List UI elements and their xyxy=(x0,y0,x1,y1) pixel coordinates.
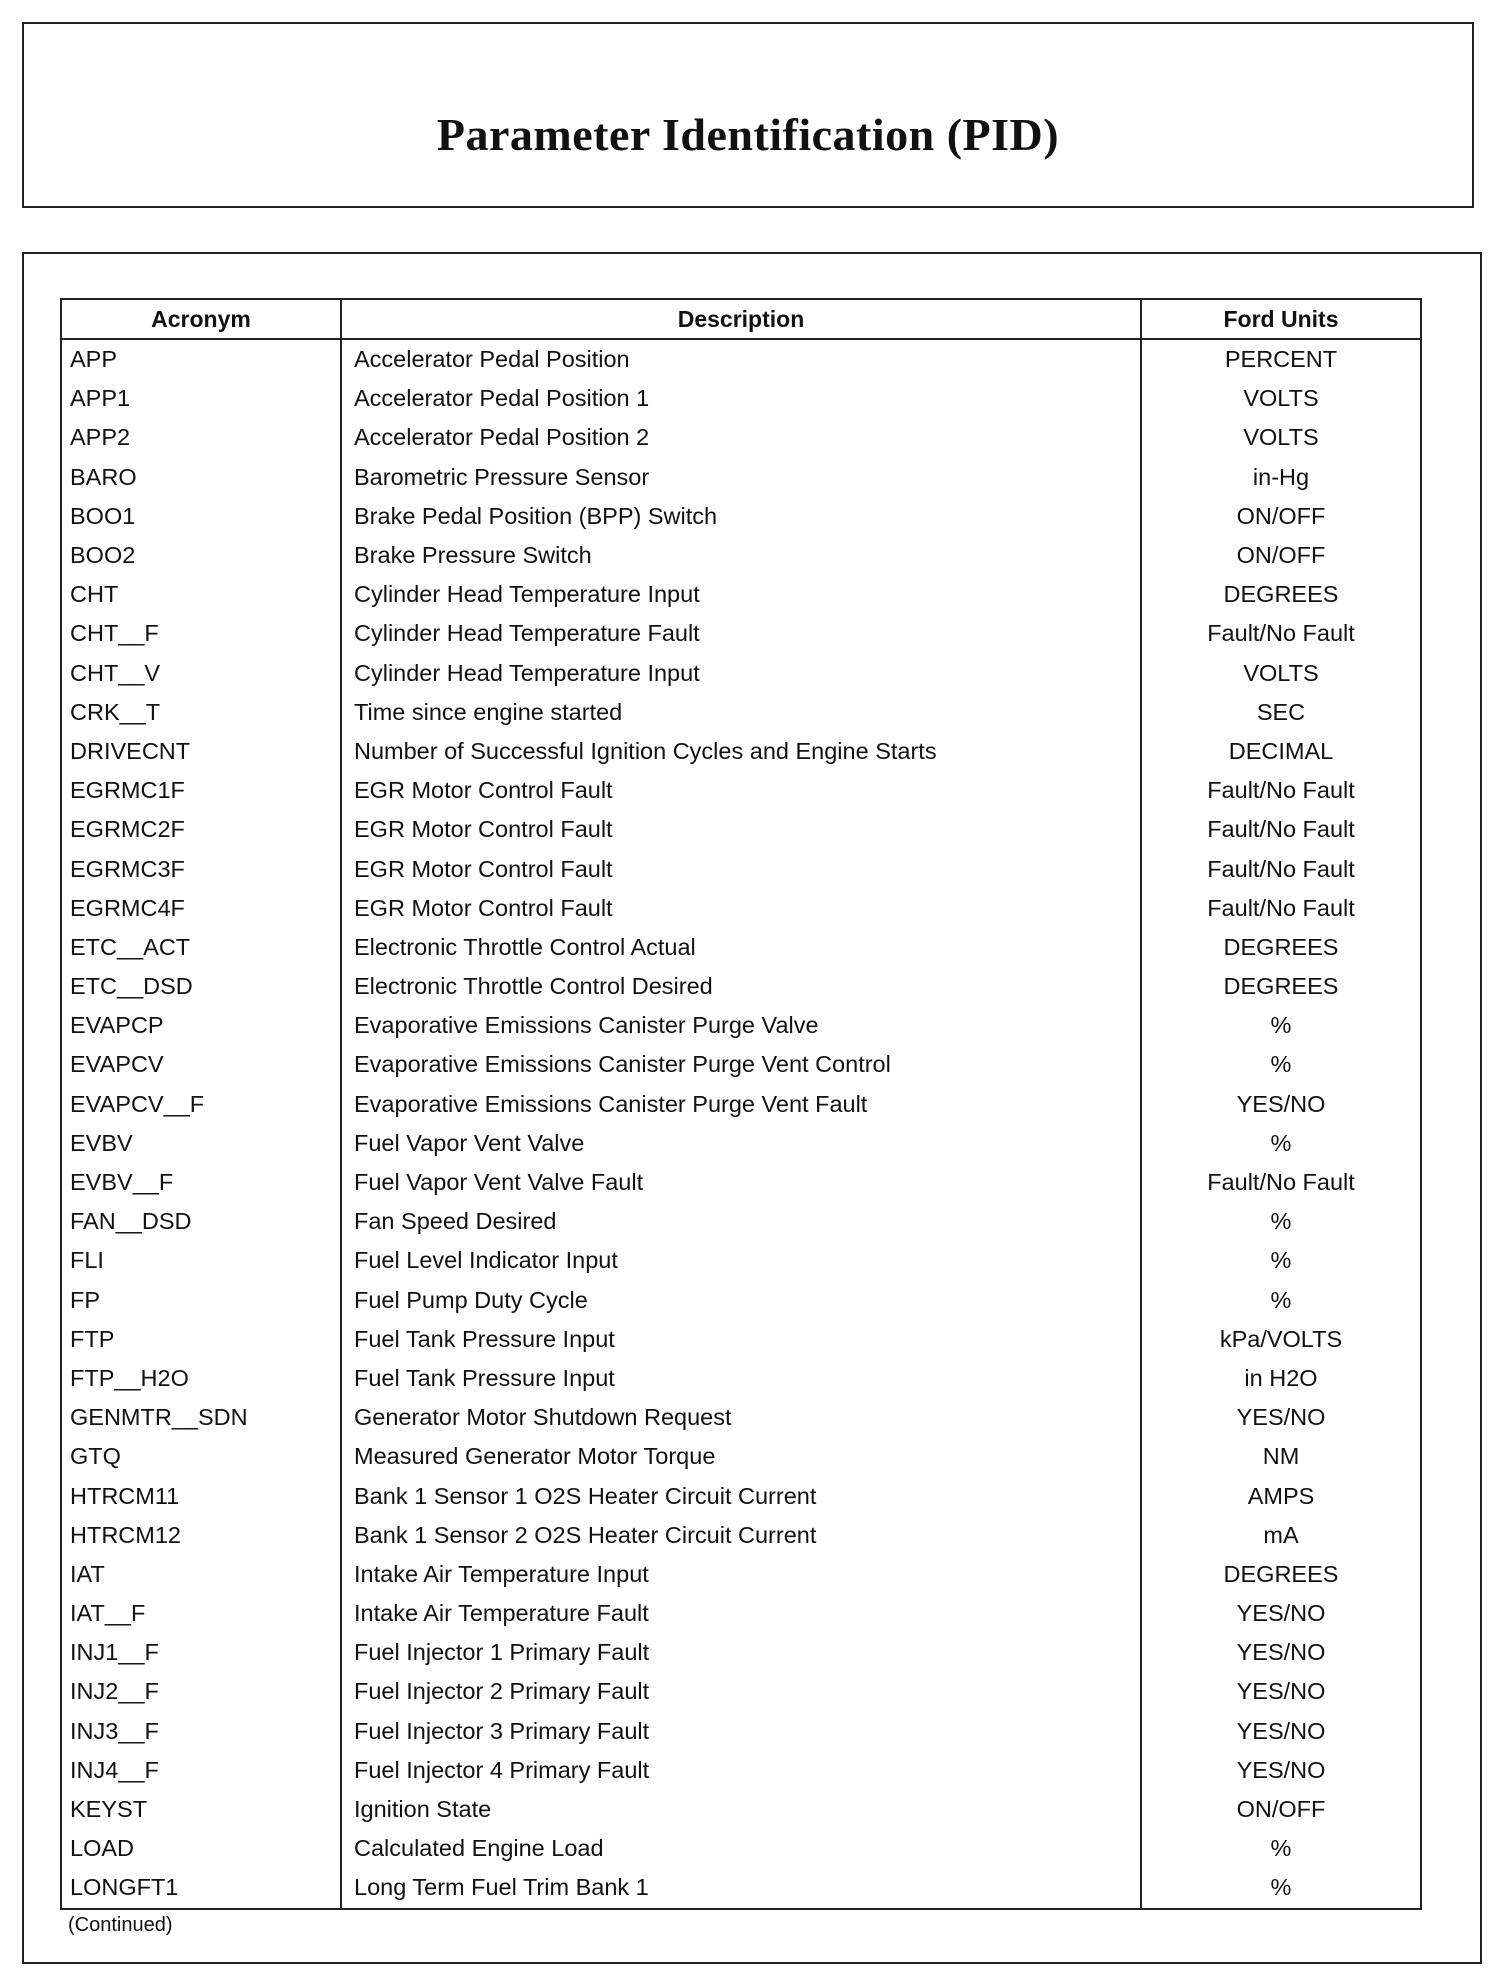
acronym-cell: EVAPCP xyxy=(61,1006,341,1045)
description-cell: EGR Motor Control Fault xyxy=(341,771,1141,810)
table-row xyxy=(61,1045,1421,1084)
units-cell: % xyxy=(1270,1835,1292,1862)
description-cell: Long Term Fuel Trim Bank 1 xyxy=(341,1868,1141,1908)
continued-note: (Continued) xyxy=(68,1914,173,1936)
table-row xyxy=(61,1712,1421,1751)
units-cell: VOLTS xyxy=(1243,424,1319,451)
acronym-cell: APP2 xyxy=(61,418,341,457)
acronym-cell: FTP xyxy=(61,1320,341,1359)
table-row xyxy=(61,1359,1421,1398)
description-cell: Measured Generator Motor Torque xyxy=(341,1437,1141,1476)
acronym-cell: INJ2__F xyxy=(61,1672,341,1711)
acronym-cell: IAT__F xyxy=(61,1594,341,1633)
acronym-cell: KEYST xyxy=(61,1790,341,1829)
table-row xyxy=(61,1516,1421,1555)
table-row xyxy=(61,1672,1421,1711)
table-row xyxy=(61,536,1421,575)
units-cell: ON/OFF xyxy=(1236,542,1326,569)
table-row xyxy=(61,1281,1421,1320)
description-cell: Electronic Throttle Control Actual xyxy=(341,928,1141,967)
units-cell: % xyxy=(1270,1208,1292,1235)
units-cell: ON/OFF xyxy=(1236,502,1326,529)
units-cell: % xyxy=(1270,1129,1292,1156)
table-row xyxy=(61,1555,1421,1594)
units-cell: DEGREES xyxy=(1223,973,1339,1000)
table-row xyxy=(61,458,1421,497)
units-cell: mA xyxy=(1263,1521,1299,1548)
acronym-cell: LOAD xyxy=(61,1829,341,1868)
units-cell: DEGREES xyxy=(1223,1560,1339,1587)
description-cell: EGR Motor Control Fault xyxy=(341,810,1141,849)
acronym-cell: CHT__V xyxy=(61,654,341,693)
description-cell: Fuel Injector 4 Primary Fault xyxy=(341,1751,1141,1790)
table-row xyxy=(61,1829,1421,1868)
units-cell: AMPS xyxy=(1247,1482,1315,1509)
units-cell: Fault/No Fault xyxy=(1207,855,1355,882)
table-row xyxy=(61,1594,1421,1633)
description-cell: Fuel Tank Pressure Input xyxy=(341,1359,1141,1398)
acronym-cell: IAT xyxy=(61,1555,341,1594)
table-row xyxy=(61,1751,1421,1790)
description-cell: Brake Pedal Position (BPP) Switch xyxy=(341,497,1141,536)
acronym-cell: ETC__ACT xyxy=(61,928,341,967)
acronym-cell: HTRCM12 xyxy=(61,1516,341,1555)
acronym-cell: HTRCM11 xyxy=(61,1476,341,1515)
acronym-cell: ETC__DSD xyxy=(61,967,341,1006)
acronym-cell: BOO2 xyxy=(61,536,341,575)
acronym-cell: INJ4__F xyxy=(61,1751,341,1790)
units-cell: in-Hg xyxy=(1252,463,1310,490)
table-row xyxy=(61,575,1421,614)
table-row xyxy=(61,1006,1421,1045)
units-cell: VOLTS xyxy=(1243,385,1319,412)
units-cell: YES/NO xyxy=(1236,1717,1326,1744)
table-row xyxy=(61,1476,1421,1515)
acronym-cell: FP xyxy=(61,1281,341,1320)
table-row xyxy=(61,810,1421,849)
acronym-cell: GTQ xyxy=(61,1437,341,1476)
units-cell: NM xyxy=(1262,1443,1300,1470)
units-cell: % xyxy=(1270,1286,1292,1313)
description-cell: Ignition State xyxy=(341,1790,1141,1829)
units-cell: DEGREES xyxy=(1223,933,1339,960)
description-cell: Brake Pressure Switch xyxy=(341,536,1141,575)
table-row xyxy=(61,1633,1421,1672)
units-cell: % xyxy=(1270,1051,1292,1078)
header-acronym: Acronym xyxy=(61,299,341,339)
description-cell: Fuel Injector 1 Primary Fault xyxy=(341,1633,1141,1672)
description-cell: Generator Motor Shutdown Request xyxy=(341,1398,1141,1437)
units-cell: PERCENT xyxy=(1224,346,1338,373)
table-row xyxy=(61,379,1421,418)
units-cell: ON/OFF xyxy=(1236,1796,1326,1823)
units-cell: % xyxy=(1270,1012,1292,1039)
table-row xyxy=(61,339,1421,379)
units-cell: Fault/No Fault xyxy=(1207,816,1355,843)
units-cell: YES/NO xyxy=(1236,1090,1326,1117)
units-cell: DEGREES xyxy=(1223,581,1339,608)
description-cell: Cylinder Head Temperature Input xyxy=(341,654,1141,693)
acronym-cell: EGRMC1F xyxy=(61,771,341,810)
acronym-cell: EVAPCV xyxy=(61,1045,341,1084)
table-row xyxy=(61,614,1421,653)
acronym-cell: CHT__F xyxy=(61,614,341,653)
acronym-cell: BOO1 xyxy=(61,497,341,536)
acronym-cell: CRK__T xyxy=(61,693,341,732)
description-cell: EGR Motor Control Fault xyxy=(341,889,1141,928)
table-row xyxy=(61,1163,1421,1202)
acronym-cell: FLI xyxy=(61,1241,341,1280)
units-cell: DECIMAL xyxy=(1228,737,1334,764)
acronym-cell: EVAPCV__F xyxy=(61,1085,341,1124)
units-cell: YES/NO xyxy=(1236,1678,1326,1705)
acronym-cell: CHT xyxy=(61,575,341,614)
table-row xyxy=(61,693,1421,732)
description-cell: Fuel Vapor Vent Valve xyxy=(341,1124,1141,1163)
units-cell: kPa/VOLTS xyxy=(1219,1325,1343,1352)
description-cell: Number of Successful Ignition Cycles and Engine Starts xyxy=(341,732,1141,771)
pid-table xyxy=(60,298,1422,1910)
description-cell: Intake Air Temperature Fault xyxy=(341,1594,1141,1633)
acronym-cell: EVBV__F xyxy=(61,1163,341,1202)
table-row xyxy=(61,497,1421,536)
description-cell: Fuel Tank Pressure Input xyxy=(341,1320,1141,1359)
table-row xyxy=(61,1085,1421,1124)
units-cell: VOLTS xyxy=(1243,659,1319,686)
acronym-cell: FAN__DSD xyxy=(61,1202,341,1241)
description-cell: Fuel Vapor Vent Valve Fault xyxy=(341,1163,1141,1202)
table-row xyxy=(61,654,1421,693)
units-cell: YES/NO xyxy=(1236,1756,1326,1783)
acronym-cell: EGRMC2F xyxy=(61,810,341,849)
description-cell: Evaporative Emissions Canister Purge Vent Fault xyxy=(341,1085,1141,1124)
table-row xyxy=(61,1398,1421,1437)
table-row xyxy=(61,418,1421,457)
units-cell: YES/NO xyxy=(1236,1639,1326,1666)
description-cell: Time since engine started xyxy=(341,693,1141,732)
table-row xyxy=(61,1241,1421,1280)
page-title: Parameter Identification (PID) xyxy=(436,109,1060,160)
table-header-row xyxy=(61,299,1421,339)
units-cell: in H2O xyxy=(1244,1364,1318,1391)
acronym-cell: LONGFT1 xyxy=(61,1868,341,1908)
description-cell: Cylinder Head Temperature Fault xyxy=(341,614,1141,653)
header-ford-units: Ford Units xyxy=(1141,299,1421,339)
units-cell: Fault/No Fault xyxy=(1207,777,1355,804)
acronym-cell: INJ1__F xyxy=(61,1633,341,1672)
table-row xyxy=(61,1790,1421,1829)
units-cell: YES/NO xyxy=(1236,1404,1326,1431)
units-cell: Fault/No Fault xyxy=(1207,894,1355,921)
description-cell: Fuel Injector 2 Primary Fault xyxy=(341,1672,1141,1711)
header-description: Description xyxy=(341,299,1141,339)
description-cell: Fan Speed Desired xyxy=(341,1202,1141,1241)
description-cell: Fuel Injector 3 Primary Fault xyxy=(341,1712,1141,1751)
description-cell: Evaporative Emissions Canister Purge Vent Control xyxy=(341,1045,1141,1084)
description-cell: Evaporative Emissions Canister Purge Valve xyxy=(341,1006,1141,1045)
description-cell: Intake Air Temperature Input xyxy=(341,1555,1141,1594)
acronym-cell: APP1 xyxy=(61,379,341,418)
acronym-cell: APP xyxy=(61,339,341,379)
acronym-cell: INJ3__F xyxy=(61,1712,341,1751)
description-cell: Electronic Throttle Control Desired xyxy=(341,967,1141,1006)
table-row xyxy=(61,967,1421,1006)
description-cell: Accelerator Pedal Position xyxy=(341,339,1141,379)
table-row xyxy=(61,1320,1421,1359)
table-row xyxy=(61,928,1421,967)
table-row xyxy=(61,732,1421,771)
units-cell: Fault/No Fault xyxy=(1207,1169,1355,1196)
table-row xyxy=(61,771,1421,810)
acronym-cell: EGRMC4F xyxy=(61,889,341,928)
acronym-cell: EGRMC3F xyxy=(61,849,341,888)
units-cell: % xyxy=(1270,1247,1292,1274)
units-cell: SEC xyxy=(1256,698,1306,725)
title-box xyxy=(22,22,1474,208)
table-row xyxy=(61,1124,1421,1163)
description-cell: Calculated Engine Load xyxy=(341,1829,1141,1868)
units-cell: % xyxy=(1270,1874,1292,1901)
table-row xyxy=(61,889,1421,928)
description-cell: Accelerator Pedal Position 1 xyxy=(341,379,1141,418)
description-cell: Fuel Pump Duty Cycle xyxy=(341,1281,1141,1320)
table-row xyxy=(61,1437,1421,1476)
acronym-cell: DRIVECNT xyxy=(61,732,341,771)
description-cell: Cylinder Head Temperature Input xyxy=(341,575,1141,614)
description-cell: Bank 1 Sensor 1 O2S Heater Circuit Current xyxy=(341,1476,1141,1515)
table-row xyxy=(61,1868,1421,1908)
units-cell: Fault/No Fault xyxy=(1207,620,1355,647)
description-cell: Bank 1 Sensor 2 O2S Heater Circuit Current xyxy=(341,1516,1141,1555)
units-cell: YES/NO xyxy=(1236,1600,1326,1627)
acronym-cell: FTP__H2O xyxy=(61,1359,341,1398)
description-cell: Fuel Level Indicator Input xyxy=(341,1241,1141,1280)
description-cell: Barometric Pressure Sensor xyxy=(341,458,1141,497)
acronym-cell: BARO xyxy=(61,458,341,497)
table-row xyxy=(61,849,1421,888)
acronym-cell: GENMTR__SDN xyxy=(61,1398,341,1437)
acronym-cell: EVBV xyxy=(61,1124,341,1163)
description-cell: Accelerator Pedal Position 2 xyxy=(341,418,1141,457)
description-cell: EGR Motor Control Fault xyxy=(341,849,1141,888)
table-row xyxy=(61,1202,1421,1241)
